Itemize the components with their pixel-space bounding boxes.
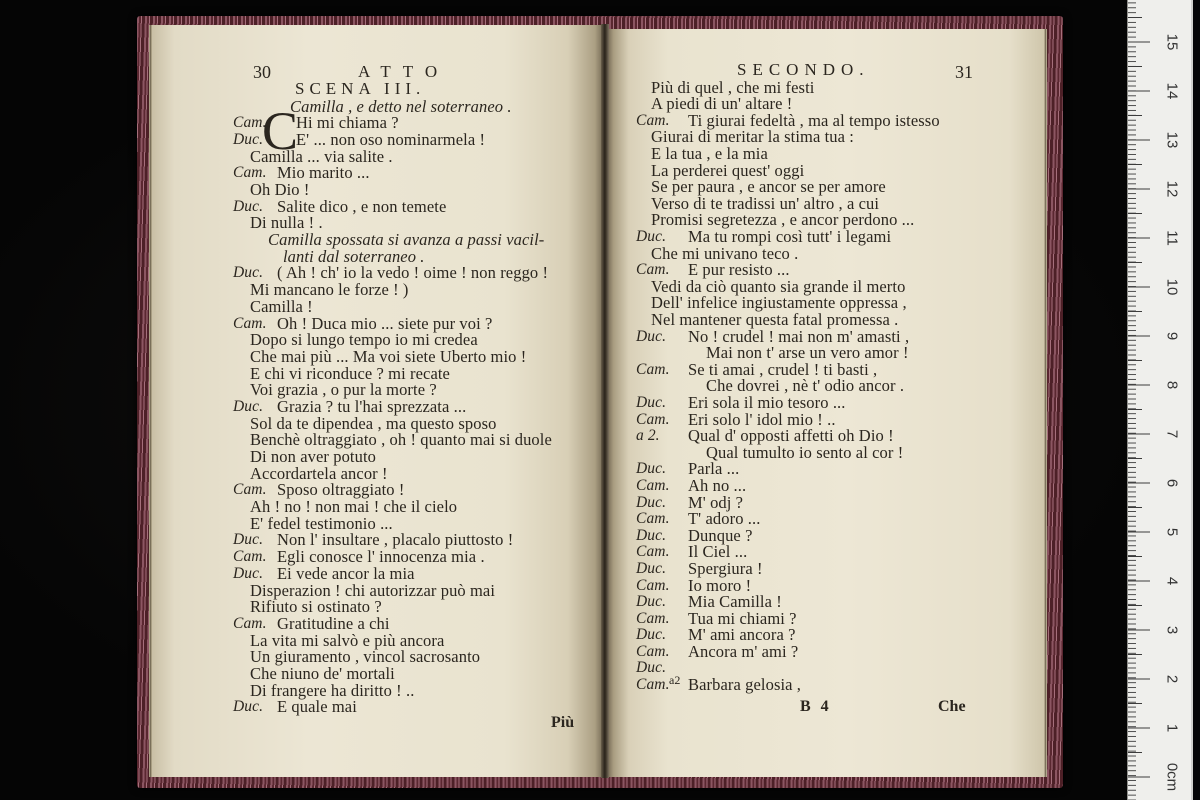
a-due-marker: a2 bbox=[669, 673, 681, 688]
speaker-label: Cam. bbox=[233, 314, 267, 332]
verse-text: Dell' infelice ingiustamente oppressa , bbox=[651, 293, 907, 313]
ruler-number: 3 bbox=[1163, 625, 1181, 635]
verse-text: Salite dico , e non temete bbox=[277, 196, 447, 216]
verse-text: Grazia ? tu l'hai sprezzata ... bbox=[277, 396, 467, 416]
verse-text: Vedi da ciò quanto sia grande il merto bbox=[651, 276, 906, 296]
verse-text: M' odj ? bbox=[688, 492, 744, 512]
verse-line bbox=[152, 699, 604, 716]
ruler-number: 6 bbox=[1163, 478, 1181, 488]
verse-line bbox=[607, 627, 1044, 644]
verse-text: Dopo si lungo tempo io mi credea bbox=[250, 330, 478, 350]
verse-text: Nel mantener questa fatal promessa . bbox=[651, 310, 899, 329]
ruler-number: 10 bbox=[1163, 278, 1181, 296]
page-number: 30 bbox=[253, 62, 271, 82]
right-page bbox=[607, 29, 1047, 777]
verse-text: Il Ciel ... bbox=[688, 542, 748, 562]
verse-line bbox=[607, 641, 1044, 661]
verse-text: Dunque ? bbox=[688, 525, 753, 545]
verse-text: Promisi segretezza , e ancor perdono ... bbox=[651, 210, 915, 230]
verse-line bbox=[607, 243, 1044, 263]
verse-line bbox=[607, 594, 1044, 611]
verse-text: Spergiura ! bbox=[688, 558, 763, 578]
verse-line bbox=[607, 511, 1044, 528]
verse-text: M' ami ancora ? bbox=[688, 625, 796, 645]
page-number: 31 bbox=[955, 62, 973, 82]
speaker-label: Duc. bbox=[636, 559, 667, 577]
verse-line bbox=[607, 475, 1044, 495]
verse-text: Ma tu rompi così tutt' i legami bbox=[688, 227, 892, 247]
ruler-number: 9 bbox=[1163, 331, 1181, 341]
verse-text: Ah no ... bbox=[688, 475, 747, 495]
verse-text: E' fedel testimonio ... bbox=[250, 513, 393, 533]
speaker-label: Duc. bbox=[636, 626, 667, 644]
verse-text: E la tua , e la mia bbox=[651, 144, 768, 164]
measuring-ruler bbox=[1127, 0, 1193, 800]
verse-text: Qual d' opposti affetti oh Dio ! bbox=[688, 426, 894, 446]
ruler-labels bbox=[1128, 0, 1191, 800]
speaker-label: Duc. bbox=[233, 397, 264, 415]
verse-line bbox=[607, 608, 1044, 628]
running-head: ATTO bbox=[358, 62, 450, 81]
verse-text: Ah ! no ! non mai ! che il cielo bbox=[250, 497, 458, 517]
verse-text: Disperazion ! chi autorizzar può mai bbox=[250, 580, 496, 600]
speaker-label: Cam. bbox=[233, 614, 267, 632]
verse-line bbox=[607, 558, 1044, 578]
verse-text: Qual tumulto io sento al cor ! bbox=[706, 442, 904, 462]
left-page bbox=[149, 25, 604, 777]
verse-text: Mi mancano le forze ! ) bbox=[250, 280, 409, 300]
verse-text: La perderei quest' oggi bbox=[651, 160, 805, 180]
running-head: SECONDO. bbox=[737, 60, 870, 79]
signature-mark: B 4 bbox=[800, 698, 832, 715]
verse-text: Se ti amai , crudel ! ti basti , bbox=[688, 359, 878, 379]
verse-text: Che niuno de' mortali bbox=[250, 663, 395, 683]
verse-line bbox=[607, 442, 1044, 462]
verse-text: T' adoro ... bbox=[688, 509, 761, 529]
verse-text: Hi mi chiama ? bbox=[296, 113, 399, 133]
speaker-label: Duc. bbox=[233, 564, 264, 582]
verse-text: Benchè oltraggiato , oh ! quanto mai si duole bbox=[250, 430, 552, 450]
verse-text: Rifiuto si ostinato ? bbox=[250, 597, 382, 617]
ruler-number: 0cm bbox=[1163, 762, 1181, 792]
verse-text: La vita mi salvò e più ancora bbox=[250, 630, 445, 650]
catchword: Che bbox=[938, 698, 966, 715]
verse-line bbox=[152, 680, 604, 700]
book-gutter bbox=[601, 24, 609, 778]
speaker-label: Cam. bbox=[636, 676, 670, 694]
verse-text: Che dovrei , nè t' odio ancor . bbox=[706, 376, 905, 396]
speaker-label: a 2. bbox=[636, 427, 660, 445]
verse-line bbox=[607, 525, 1044, 545]
speaker-label: Cam. bbox=[636, 510, 670, 528]
ruler-number: 11 bbox=[1163, 230, 1181, 246]
left-page-text-block bbox=[152, 96, 604, 717]
verse-line bbox=[152, 165, 604, 182]
verse-text: E quale mai bbox=[277, 697, 357, 717]
right-page-text-block bbox=[607, 77, 1044, 695]
speaker-label: Cam. bbox=[636, 111, 670, 129]
speaker-label: Duc. bbox=[233, 197, 264, 215]
verse-text: Sposo oltraggiato ! bbox=[277, 480, 405, 500]
speaker-label: Duc. bbox=[636, 228, 667, 246]
speaker-label: Duc. bbox=[233, 531, 264, 549]
verse-text: Più di quel , che mi festi bbox=[651, 77, 815, 97]
speaker-label: Cam. bbox=[636, 261, 670, 279]
verse-text: Che mi univano teco . bbox=[651, 243, 799, 263]
speaker-label: Duc. bbox=[636, 526, 667, 544]
ruler-number: 13 bbox=[1163, 131, 1181, 149]
speaker-label: Cam. bbox=[636, 410, 670, 428]
verse-text: Egli conosce l' innocenza mia . bbox=[277, 547, 485, 567]
verse-line bbox=[152, 196, 604, 216]
verse-text: Gratitudine a chi bbox=[277, 613, 390, 633]
verse-text: E' ... non oso nominarmela ! bbox=[296, 129, 486, 149]
stage-direction-text: Camilla , e detto nel soterraneo . bbox=[290, 96, 512, 116]
verse-text: Sol da te dipendea , ma questo sposo bbox=[250, 413, 497, 433]
verse-text: Eri sola il mio tesoro ... bbox=[688, 392, 846, 412]
speaker-label: Duc. bbox=[636, 659, 667, 677]
verse-text: Io moro ! bbox=[688, 575, 752, 595]
verse-text: Se per paura , e ancor se per amore bbox=[651, 177, 886, 197]
speaker-label: Duc. bbox=[233, 130, 264, 148]
verse-line bbox=[152, 432, 604, 449]
verse-text: No ! crudel ! mai non m' amasti , bbox=[688, 326, 910, 346]
speaker-label: Cam. bbox=[636, 476, 670, 494]
verse-line bbox=[607, 673, 1044, 695]
verse-text: Mia Camilla ! bbox=[688, 592, 782, 612]
ruler-number: 7 bbox=[1163, 429, 1181, 439]
verse-text: Accordartela ancor ! bbox=[250, 463, 388, 483]
ruler-number: 2 bbox=[1163, 674, 1181, 684]
ruler-number: 15 bbox=[1163, 33, 1181, 51]
ruler-number: 8 bbox=[1163, 380, 1181, 390]
scene-heading: SCENA III. bbox=[295, 79, 426, 98]
drop-cap-letter: C bbox=[262, 101, 299, 162]
verse-text: Camilla ! bbox=[250, 296, 313, 316]
speaker-label: Cam. bbox=[233, 548, 267, 566]
ruler-number: 5 bbox=[1163, 527, 1181, 537]
verse-text: Voi grazia , o pur la morte ? bbox=[250, 380, 437, 400]
speaker-label: Cam. bbox=[233, 481, 267, 499]
verse-text: Mai non t' arse un vero amor ! bbox=[706, 343, 909, 363]
verse-text: Giurai di meritar la stima tua : bbox=[651, 127, 854, 147]
verse-text: Di frangere ha diritto ! .. bbox=[250, 680, 415, 700]
speaker-label: Cam. bbox=[233, 114, 267, 132]
verse-text: Che mai più ... Ma voi siete Uberto mio ! bbox=[250, 346, 527, 366]
verse-text: Oh Dio ! bbox=[250, 180, 310, 200]
verse-text: A piedi di un' altare ! bbox=[651, 94, 793, 114]
verse-text: Tua mi chiami ? bbox=[688, 608, 797, 628]
verse-text: Un giuramento , vincol sacrosanto bbox=[250, 647, 481, 667]
ruler-number: 12 bbox=[1163, 180, 1181, 198]
speaker-label: Duc. bbox=[233, 264, 264, 282]
speaker-label: Cam. bbox=[233, 164, 267, 182]
speaker-label: Duc. bbox=[636, 393, 667, 411]
verse-text: Ancora m' ami ? bbox=[688, 641, 799, 661]
verse-text: Di nulla ! . bbox=[250, 213, 323, 233]
catchword: Più bbox=[551, 714, 575, 731]
verse-text: ( Ah ! ch' io la vedo ! oime ! non reggo ! bbox=[277, 263, 549, 283]
verse-line bbox=[607, 492, 1044, 512]
speaker-label: Cam. bbox=[636, 609, 670, 627]
verse-line bbox=[152, 146, 604, 166]
speaker-label: Cam. bbox=[636, 360, 670, 378]
verse-text: Di non aver potuto bbox=[250, 447, 376, 467]
verse-text: Barbara gelosia , bbox=[688, 675, 802, 695]
verse-text: Parla ... bbox=[688, 459, 740, 479]
ruler-number: 14 bbox=[1163, 82, 1181, 100]
ruler-number: 4 bbox=[1163, 576, 1181, 586]
speaker-label: Duc. bbox=[233, 698, 264, 716]
speaker-label: Cam. bbox=[636, 642, 670, 660]
speaker-label: Cam. bbox=[636, 543, 670, 561]
speaker-label: Duc. bbox=[636, 493, 667, 511]
stage-direction-text: Camilla spossata si avanza a passi vacil- bbox=[268, 230, 545, 250]
verse-text: Ti giurai fedeltà , ma al tempo istesso bbox=[688, 110, 940, 130]
speaker-label: Cam. bbox=[636, 576, 670, 594]
verse-text: E pur resisto ... bbox=[688, 260, 790, 280]
speaker-label: Duc. bbox=[636, 327, 667, 345]
verse-text: Oh ! Duca mio ... siete pur voi ? bbox=[277, 313, 493, 333]
verse-text: Camilla ... via salite . bbox=[250, 146, 393, 166]
stage-direction-text: lanti dal soterraneo . bbox=[283, 246, 425, 266]
verse-text: Eri solo l' idol mio ! .. bbox=[688, 409, 836, 429]
ruler-number: 1 bbox=[1163, 723, 1181, 733]
verse-line bbox=[607, 575, 1044, 595]
verse-line bbox=[607, 544, 1044, 561]
verse-text: Non l' insultare , placalo piuttosto ! bbox=[277, 530, 514, 550]
verse-text: E chi vi riconduce ? mi recate bbox=[250, 363, 450, 383]
verse-line bbox=[607, 461, 1044, 478]
verse-line bbox=[152, 282, 604, 299]
speaker-label: Duc. bbox=[636, 460, 667, 478]
speaker-label: Duc. bbox=[636, 593, 667, 611]
verse-text: Mio marito ... bbox=[277, 163, 370, 183]
verse-text: Verso di te tradissi un' altro , a cui bbox=[651, 193, 880, 213]
verse-text: Ei vede ancor la mia bbox=[277, 563, 415, 583]
